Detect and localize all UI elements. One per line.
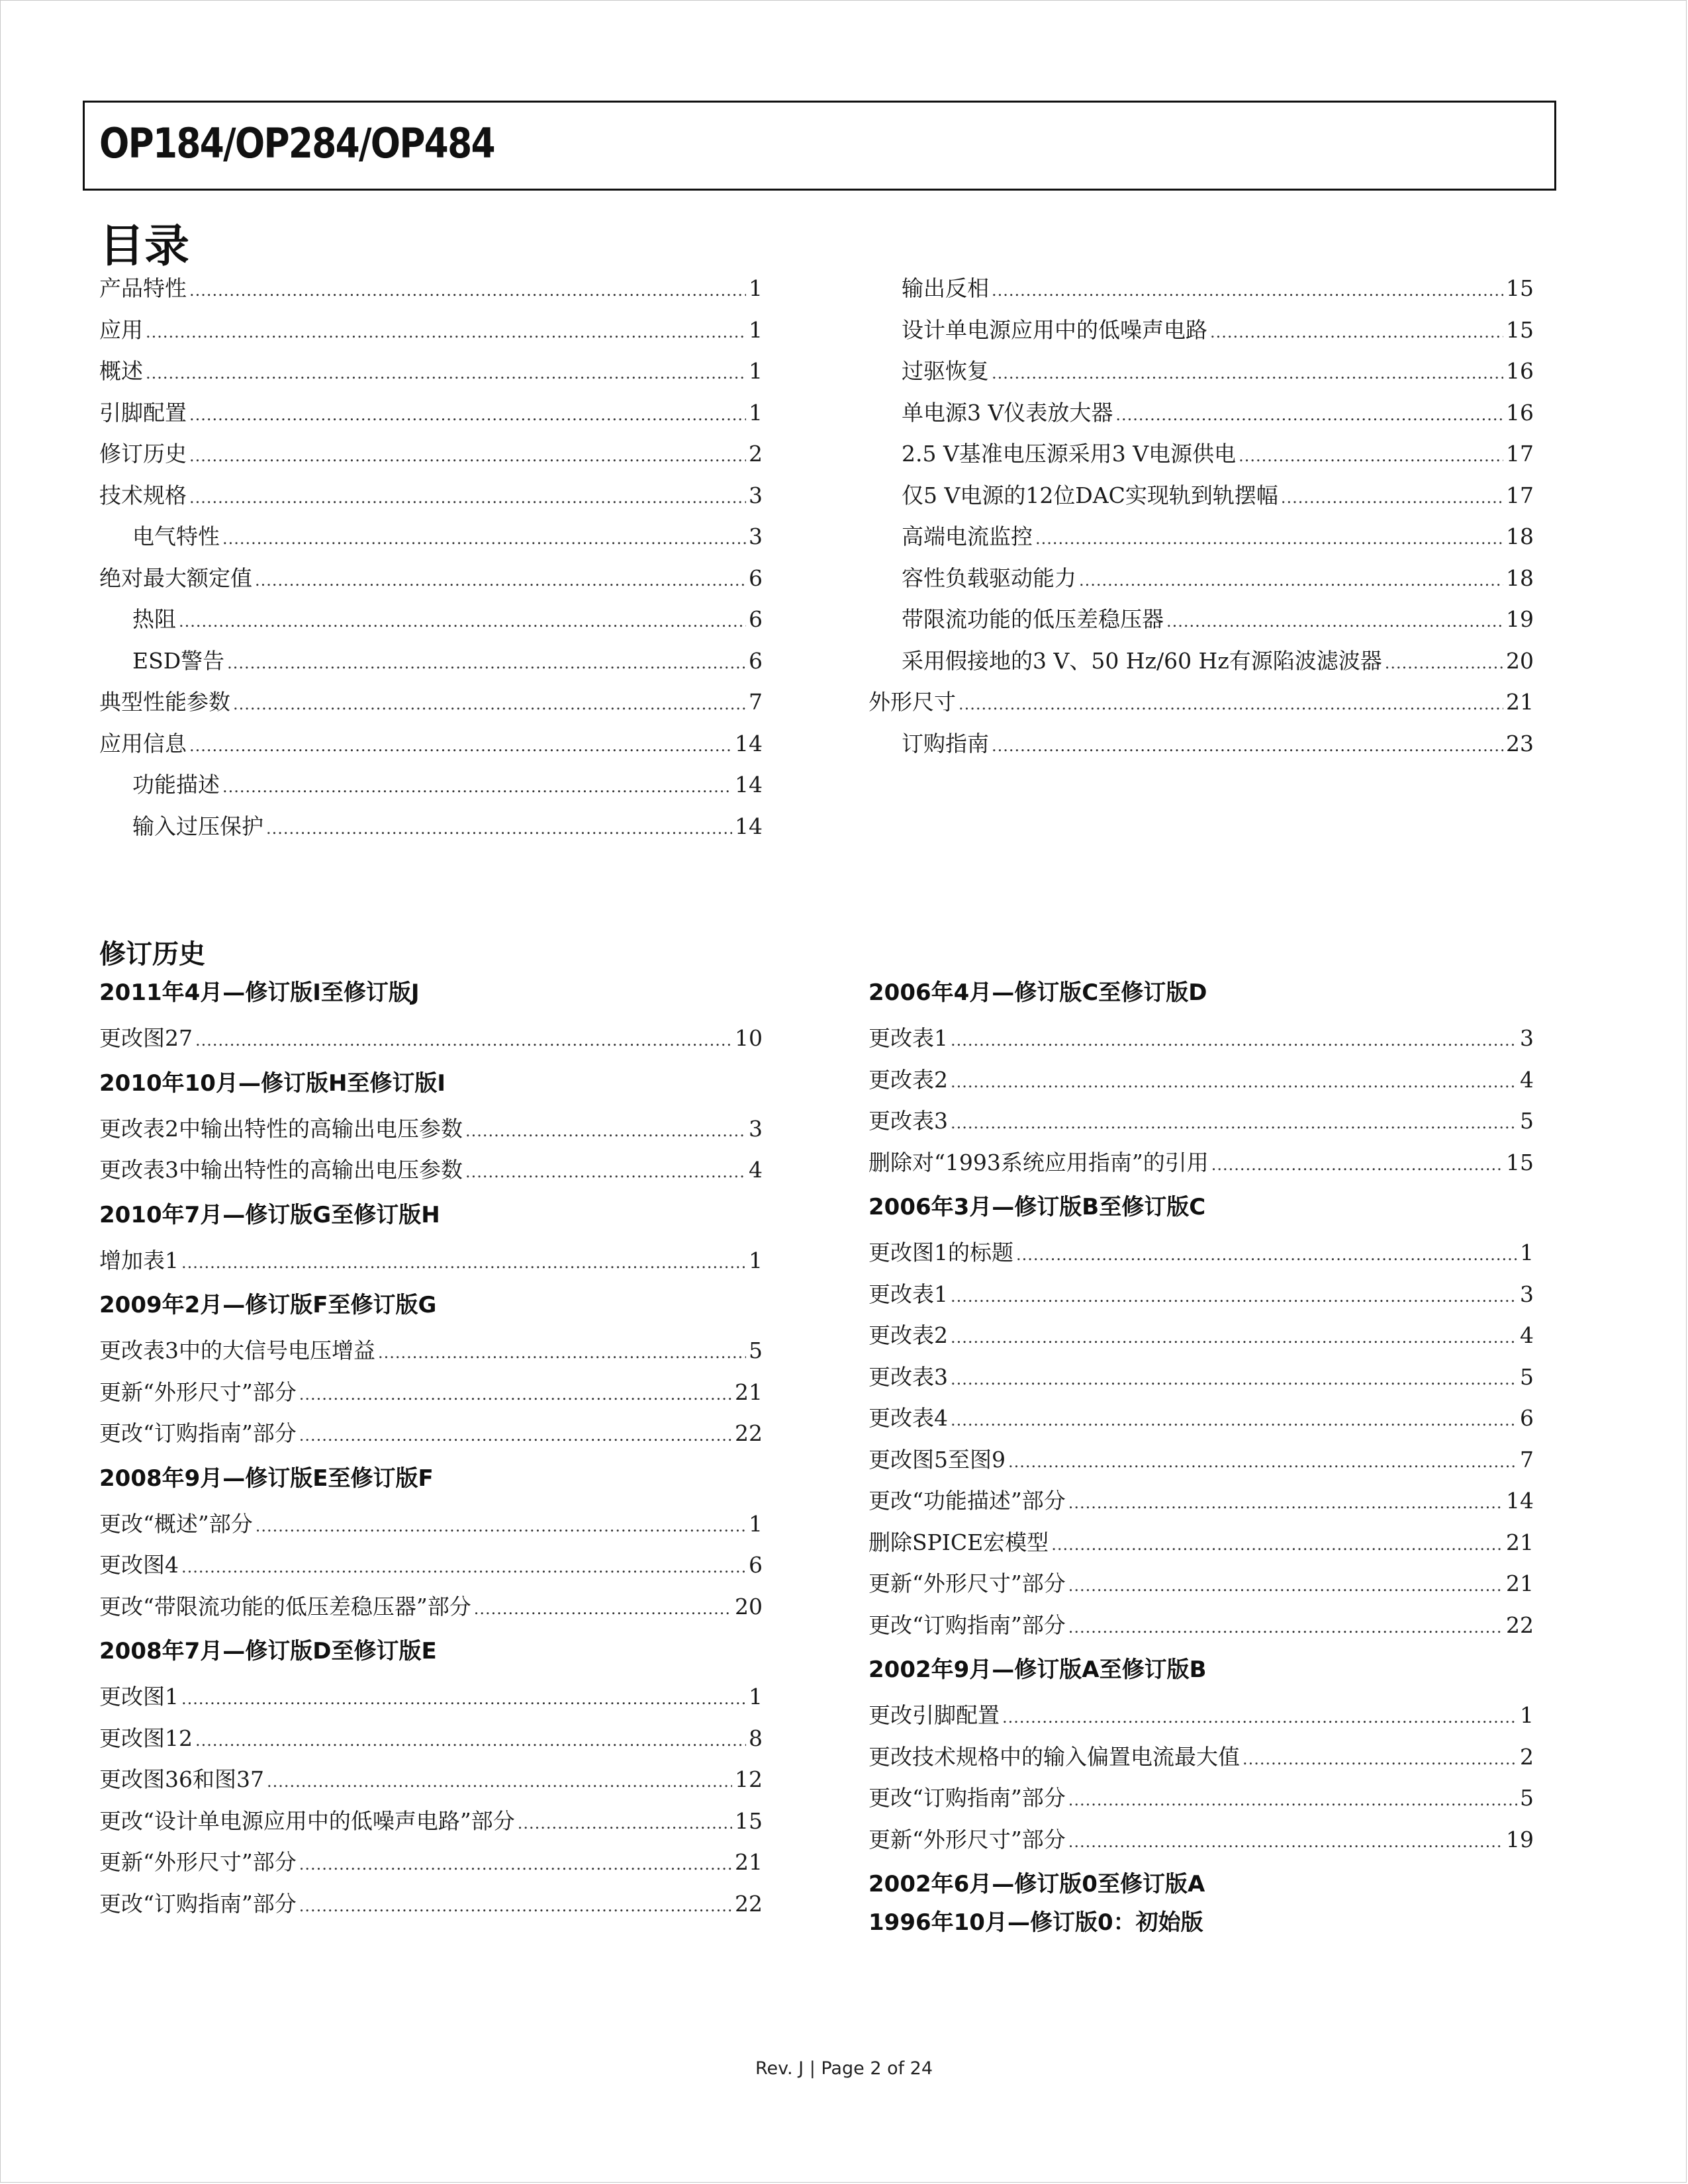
revision-group [868,1194,1534,1646]
revision-entry[interactable] [99,1109,763,1150]
dot-leader [951,1276,1517,1318]
dot-leader [189,394,746,436]
revision-entry[interactable] [868,1563,1534,1605]
toc-title: 目录 [99,220,190,273]
dot-leader [256,1506,746,1547]
toc-entry-label: 容性负载驱动能力 [902,565,1076,591]
revision-entry[interactable] [868,1605,1534,1647]
toc-entry-page: 15 [1506,275,1534,301]
toc-entry-page: 7 [749,689,763,715]
dot-leader [1166,601,1503,643]
dot-leader [1210,312,1503,353]
toc-entry-page: 1 [749,316,763,343]
revision-entry-label: 更改图5至图9 [868,1446,1006,1473]
toc-right-column [868,268,1534,764]
dot-leader [1016,1234,1517,1276]
toc-entry-label: 应用 [99,316,143,343]
revision-history-title: 修订历史 [99,939,205,970]
dot-leader [195,1720,746,1762]
revision-group [99,1202,763,1282]
dot-leader [1068,1607,1503,1649]
revision-entry-label: 更新“外形尺寸”部分 [99,1849,297,1875]
toc-entry[interactable] [868,641,1534,682]
dot-leader [1051,1524,1503,1566]
dot-leader [1243,1739,1517,1780]
toc-entry-label: 应用信息 [99,730,187,756]
toc-entry[interactable] [99,641,763,682]
revision-entry-label: 更新“外形尺寸”部分 [868,1826,1066,1852]
revision-entry-page: 15 [1506,1149,1534,1175]
toc-entry-page: 23 [1506,730,1534,756]
revision-entry-page: 2 [1520,1743,1534,1770]
revision-history-left-column [99,979,763,1935]
dot-leader [266,808,732,850]
revision-entry-page: 4 [1520,1322,1534,1348]
dot-leader [255,560,746,602]
revision-entry[interactable] [868,1778,1534,1819]
toc-entry-label: 过驱恢复 [902,358,989,384]
revision-entry-label: 更改图12 [99,1725,193,1751]
toc-entry[interactable] [868,433,1534,475]
revision-entry[interactable] [868,1315,1534,1357]
toc-entry-page: 3 [749,482,763,508]
toc-entry-page: 18 [1506,565,1534,591]
revision-entry[interactable] [99,1372,763,1414]
revision-entry[interactable] [868,1398,1534,1439]
revision-entry[interactable] [99,1413,763,1455]
revision-heading: 2008年7月—修订版D至修订版E [99,1638,437,1664]
revision-entry-label: 更改表2 [868,1322,948,1348]
dot-leader [179,601,746,643]
revision-heading: 2006年3月—修订版B至修订版C [868,1194,1206,1220]
dot-leader [1002,1697,1517,1739]
revision-entry-page: 3 [749,1115,763,1142]
toc-entry-label: 采用假接地的3 V、50 Hz/60 Hz有源陷波滤波器 [902,647,1382,674]
toc-entry-label: 输入过压保护 [132,813,263,839]
revision-entry-label: 更改表3 [868,1363,948,1390]
revision-entry-label: 更改“功能描述”部分 [868,1488,1066,1514]
toc-entry-page: 1 [749,358,763,384]
toc-entry-page: 16 [1506,399,1534,426]
revision-entry-label: 更改图4 [99,1552,179,1578]
dot-leader [992,270,1503,312]
dot-leader [299,1886,732,1927]
revision-heading: 2011年4月—修订版I至修订版J [99,979,420,1006]
revision-heading: 2002年9月—修订版A至修订版B [868,1657,1207,1683]
toc-entry-label: 功能描述 [132,772,220,797]
toc-entry[interactable] [868,558,1534,600]
dot-leader [1281,477,1503,519]
revision-entry[interactable] [99,1842,763,1884]
toc-entry-label: 热阻 [132,606,176,632]
revision-entry-label: 更改技术规格中的输入偏置电流最大值 [868,1743,1240,1770]
toc-entry[interactable] [868,392,1534,434]
toc-entry-page: 6 [749,647,763,674]
dot-leader [189,435,746,477]
toc-entry[interactable] [99,764,763,806]
revision-heading: 2006年4月—修订版C至修订版D [868,979,1207,1006]
revision-entry-label: 更改图1的标题 [868,1240,1013,1265]
revision-entry-page: 3 [1520,1025,1534,1051]
dot-leader [195,1020,732,1062]
revision-entry-page: 5 [749,1338,763,1363]
revision-entry-page: 15 [735,1807,763,1834]
revision-entry-label: 更改“带限流功能的低压差稳压器”部分 [99,1593,471,1619]
revision-group [99,979,763,1060]
toc-entry[interactable] [99,392,763,434]
revision-entry-label: 更改“订购指南”部分 [868,1612,1066,1638]
toc-entry[interactable] [868,351,1534,392]
dot-leader [222,766,732,808]
revision-entry[interactable] [99,1150,763,1191]
toc-entry-page: 21 [1506,689,1534,715]
toc-entry-label: 带限流功能的低压差稳压器 [902,606,1164,632]
revision-entry-page: 1 [749,1510,763,1537]
revision-entry-page: 22 [735,1890,763,1917]
toc-entry-page: 19 [1506,606,1534,632]
toc-entry[interactable] [868,310,1534,351]
revision-entry[interactable] [868,1522,1534,1564]
toc-entry[interactable] [99,806,763,848]
dot-leader [1385,643,1503,684]
revision-entry-label: 删除SPICE宏模型 [868,1529,1049,1555]
revision-entry-page: 22 [735,1420,763,1446]
revision-group [868,979,1534,1183]
revision-entry-label: 更改图1 [99,1684,179,1709]
revision-history-right-column [868,979,1534,1948]
revision-heading: 2009年2月—修订版F至修订版G [99,1292,437,1318]
toc-entry-label: 引脚配置 [99,399,187,426]
revision-entry[interactable] [868,1695,1534,1737]
revision-heading: 2010年7月—修订版G至修订版H [99,1201,440,1228]
toc-entry-page: 14 [735,813,763,839]
dot-leader [222,518,746,560]
toc-entry-label: 订购指南 [902,730,989,756]
revision-group [99,1292,763,1455]
dot-leader [1079,560,1503,602]
dot-leader [518,1803,732,1844]
toc-entry[interactable] [99,558,763,600]
toc-entry[interactable] [99,599,763,641]
revision-entry[interactable] [99,1018,763,1060]
dot-leader [1115,394,1503,436]
document-title: OP184/OP284/OP484 [99,119,494,167]
revision-entry-label: 更改“设计单电源应用中的低噪声电路”部分 [99,1807,515,1834]
dot-leader [1068,1821,1503,1863]
dot-leader [951,1400,1517,1441]
toc-entry[interactable] [99,268,763,310]
toc-entry-page: 16 [1506,358,1534,384]
toc-entry[interactable] [99,682,763,723]
toc-entry-label: 绝对最大额定值 [99,565,252,591]
revision-entry-page: 19 [1506,1826,1534,1852]
dot-leader [951,1359,1517,1400]
revision-entry[interactable] [868,1142,1534,1184]
dot-leader [227,643,746,684]
toc-entry[interactable] [99,433,763,475]
revision-entry-page: 1 [749,1684,763,1709]
dot-leader [1211,1144,1503,1186]
revision-entry-label: 更改“订购指南”部分 [868,1785,1066,1811]
toc-entry-page: 20 [1506,647,1534,674]
revision-entry-page: 1 [1520,1240,1534,1265]
dot-leader [299,1415,732,1457]
revision-group [99,1465,763,1628]
dot-leader [465,1152,746,1193]
revision-entry-page: 6 [749,1552,763,1578]
revision-entry[interactable] [99,1676,763,1718]
revision-entry-label: 更改表2 [868,1066,948,1093]
revision-entry[interactable] [868,1480,1534,1522]
toc-entry-page: 18 [1506,523,1534,549]
dot-leader [233,684,746,725]
dot-leader [189,477,746,519]
revision-group [99,1638,763,1925]
toc-entry-label: 2.5 V基准电压源采用3 V电源供电 [902,441,1237,467]
dot-leader [181,1547,746,1588]
revision-entry[interactable] [99,1759,763,1801]
toc-entry[interactable] [99,723,763,765]
revision-heading: 2002年6月—修订版0至修订版A [868,1871,1205,1897]
revision-entry-label: 更新“外形尺寸”部分 [99,1379,297,1405]
dot-leader [146,353,746,394]
revision-group [99,1070,763,1191]
dot-leader [992,353,1503,394]
revision-entry[interactable] [868,1357,1534,1398]
revision-entry-page: 4 [749,1157,763,1183]
revision-entry-page: 21 [735,1379,763,1405]
revision-entry-label: 更改引脚配置 [868,1702,1000,1728]
toc-entry-page: 17 [1506,441,1534,467]
revision-entry[interactable] [868,1737,1534,1778]
revision-entry[interactable] [99,1504,763,1545]
revision-group [868,1871,1534,1897]
dot-leader [267,1761,732,1803]
revision-entry-page: 14 [1506,1488,1534,1514]
toc-entry-page: 3 [749,523,763,549]
toc-entry-label: 概述 [99,358,143,384]
dot-leader [299,1844,732,1886]
revision-entry-page: 10 [735,1025,763,1051]
revision-entry-page: 12 [735,1766,763,1792]
revision-entry[interactable] [868,1819,1534,1861]
toc-entry-label: 修订历史 [99,441,187,467]
revision-entry[interactable] [868,1232,1534,1274]
revision-entry[interactable] [868,1018,1534,1060]
toc-entry[interactable] [99,475,763,517]
revision-entry-page: 8 [749,1725,763,1751]
revision-entry-label: 更改表2中输出特性的高输出电压参数 [99,1115,463,1142]
toc-entry-label: 产品特性 [99,275,187,301]
toc-entry[interactable] [868,475,1534,517]
toc-entry-page: 6 [749,565,763,591]
dot-leader [1035,518,1503,560]
revision-entry-label: 更改表4 [868,1405,948,1431]
revision-entry[interactable] [99,1718,763,1760]
revision-entry[interactable] [99,1545,763,1586]
revision-entry-page: 6 [1520,1405,1534,1431]
revision-heading: 2008年9月—修订版E至修订版F [99,1465,434,1492]
toc-entry[interactable] [99,516,763,558]
revision-entry-page: 21 [1506,1529,1534,1555]
toc-entry[interactable] [868,516,1534,558]
toc-entry-label: ESD警告 [132,647,225,674]
revision-entry[interactable] [868,1439,1534,1481]
revision-entry-page: 5 [1520,1785,1534,1811]
dot-leader [951,1020,1517,1062]
dot-leader [1008,1441,1517,1483]
revision-entry-label: 更改“订购指南”部分 [99,1420,297,1446]
dot-leader [474,1588,732,1630]
dot-leader [181,1678,746,1720]
dot-leader [146,312,746,353]
revision-entry-label: 更改“概述”部分 [99,1510,253,1537]
dot-leader [1068,1565,1503,1607]
dot-leader [959,684,1503,725]
toc-entry-page: 1 [749,275,763,301]
dot-leader [299,1374,732,1416]
toc-entry-page: 2 [749,441,763,467]
page-footer: Rev. J | Page 2 of 24 [755,2058,933,2079]
revision-entry-label: 增加表1 [99,1247,179,1273]
dot-leader [189,725,732,767]
dot-leader [1068,1780,1517,1821]
toc-entry-label: 典型性能参数 [99,689,230,715]
revision-entry[interactable] [99,1330,763,1372]
revision-entry[interactable] [99,1240,763,1282]
revision-entry[interactable] [868,1060,1534,1101]
revision-entry-page: 20 [735,1593,763,1619]
revision-entry-label: 更改表3 [868,1108,948,1134]
revision-entry-page: 3 [1520,1281,1534,1307]
toc-entry-label: 设计单电源应用中的低噪声电路 [902,316,1207,343]
revision-entry-page: 4 [1520,1066,1534,1093]
dot-leader [1068,1482,1503,1524]
dot-leader [189,270,746,312]
dot-leader [378,1332,746,1374]
revision-group [868,1657,1534,1860]
toc-entry-label: 技术规格 [99,482,187,508]
revision-entry-label: 更改“订购指南”部分 [99,1890,297,1917]
revision-entry-page: 21 [735,1849,763,1875]
toc-entry-label: 仅5 V电源的12位DAC实现轨到轨摆幅 [902,482,1278,508]
toc-entry-label: 电气特性 [132,523,220,549]
toc-entry-label: 高端电流监控 [902,523,1033,549]
toc-entry-page: 15 [1506,316,1534,343]
toc-entry[interactable] [868,268,1534,310]
revision-entry[interactable] [868,1274,1534,1316]
toc-entry[interactable] [99,310,763,351]
toc-left-column [99,268,763,847]
revision-entry-label: 更改图27 [99,1025,193,1051]
revision-heading: 2010年10月—修订版H至修订版I [99,1069,446,1097]
revision-entry-page: 5 [1520,1108,1534,1134]
dot-leader [181,1242,746,1284]
revision-entry-label: 更改表1 [868,1281,948,1307]
toc-entry[interactable] [99,351,763,392]
dot-leader [992,725,1503,767]
toc-entry[interactable] [868,723,1534,765]
toc-entry[interactable] [868,682,1534,723]
toc-entry-page: 17 [1506,482,1534,508]
toc-entry-label: 单电源3 V仪表放大器 [902,399,1113,426]
revision-entry-page: 7 [1520,1446,1534,1473]
toc-entry-page: 14 [735,730,763,756]
revision-entry-page: 21 [1506,1570,1534,1596]
revision-entry-page: 1 [749,1247,763,1273]
dot-leader [465,1111,746,1152]
revision-entry-page: 22 [1506,1612,1534,1638]
toc-entry-page: 6 [749,606,763,632]
revision-entry-label: 删除对“1993系统应用指南”的引用 [868,1149,1209,1175]
revision-heading: 1996年10月—修订版0：初始版 [868,1909,1203,1936]
dot-leader [951,1103,1517,1144]
revision-group [868,1909,1534,1936]
dot-leader [951,1317,1517,1359]
revision-entry-page: 1 [1520,1702,1534,1728]
dot-leader [1239,435,1503,477]
dot-leader [951,1062,1517,1103]
toc-entry-page: 1 [749,399,763,426]
revision-entry[interactable] [99,1801,763,1843]
revision-entry[interactable] [99,1884,763,1925]
revision-entry-label: 更改表1 [868,1025,948,1051]
revision-entry-label: 更改表3中的大信号电压增益 [99,1338,375,1363]
revision-entry-label: 更改图36和图37 [99,1766,264,1792]
toc-entry-label: 输出反相 [902,275,989,301]
toc-entry-page: 14 [735,772,763,797]
revision-entry[interactable] [868,1101,1534,1142]
toc-entry-label: 外形尺寸 [868,689,956,715]
toc-entry[interactable] [868,599,1534,641]
revision-entry-label: 更新“外形尺寸”部分 [868,1570,1066,1596]
revision-entry-label: 更改表3中输出特性的高输出电压参数 [99,1157,463,1183]
revision-entry[interactable] [99,1586,763,1628]
revision-entry-page: 5 [1520,1363,1534,1390]
